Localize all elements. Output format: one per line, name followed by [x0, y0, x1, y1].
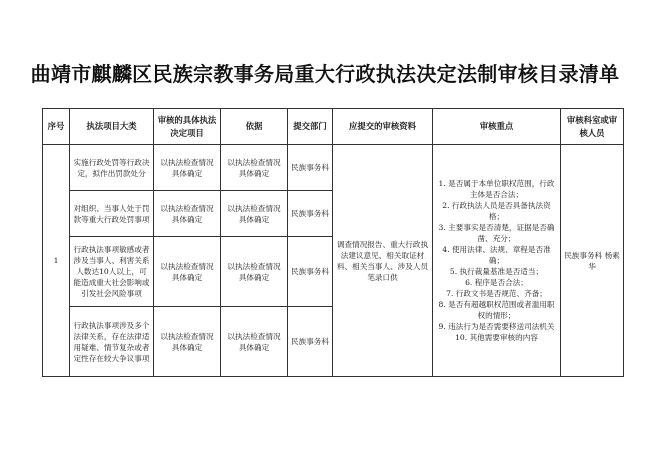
focus-cell	[433, 145, 561, 377]
materials-cell: 调查情况报告、重大行政执法建议意见、相关取证材料、相关当事人、涉及人员笔录口供	[333, 145, 433, 377]
table-row	[43, 145, 624, 191]
focus-item: 10. 其他需要审核的内容	[455, 333, 538, 342]
header-reviewer: 审核科室或审核人员	[561, 109, 624, 145]
focus-item: 9. 违法行为是否需要移送司法机关	[438, 322, 555, 331]
specific-cell: 以执法检查情况具体确定	[154, 237, 221, 307]
page-title: 曲靖市麒麟区民族宗教事务局重大行政执法决定法制审核目录清单	[30, 62, 620, 86]
basis-cell: 以执法检查情况具体确定	[221, 307, 288, 377]
header-focus: 审核重点	[433, 109, 561, 145]
reviewer-cell: 民族事务科 杨素华	[561, 145, 624, 377]
department-cell: 民族事务科	[288, 191, 333, 237]
category-cell: 行政执法事项涉及多个法律关系，存在法律适用疑难、情节复杂或者定性存在较大争议事项	[70, 307, 154, 377]
table-header-row	[43, 109, 624, 145]
header-seq: 序号	[43, 109, 70, 145]
basis-cell: 以执法检查情况具体确定	[221, 191, 288, 237]
header-specific: 审核的具体执法决定项目	[154, 109, 221, 145]
header-materials: 应提交的审核资料	[333, 109, 433, 145]
focus-item: 8. 是否有超越职权范围或者滥用职权的情形；	[438, 300, 555, 320]
focus-item: 7. 行政文书是否规范、齐备；	[446, 289, 547, 298]
basis-cell: 以执法检查情况具体确定	[221, 145, 288, 191]
specific-cell: 以执法检查情况具体确定	[154, 307, 221, 377]
review-catalog-table	[42, 108, 624, 377]
department-cell: 民族事务科	[288, 307, 333, 377]
header-category: 执法项目大类	[70, 109, 154, 145]
specific-cell: 以执法检查情况具体确定	[154, 145, 221, 191]
category-cell: 行政执法事项敏感或者涉及当事人、利害关系人数达10人以上，可能造成重大社会影响或引发社会风险事项	[70, 237, 154, 307]
department-cell: 民族事务科	[288, 237, 333, 307]
seq-cell: 1	[43, 145, 70, 377]
header-basis: 依据	[221, 109, 288, 145]
focus-item: 2. 行政执法人员是否具备执法资格；	[442, 201, 551, 221]
department-cell: 民族事务科	[288, 145, 333, 191]
specific-cell: 以执法检查情况具体确定	[154, 191, 221, 237]
category-cell: 实施行政处罚等行政决定，拟作出罚款处分	[70, 145, 154, 191]
basis-cell: 以执法检查情况具体确定	[221, 237, 288, 307]
focus-item: 6. 程序是否合法；	[465, 278, 528, 287]
focus-item: 5. 执行裁量基准是否适当；	[449, 267, 544, 276]
category-cell: 对组织、当事人处于罚款等重大行政处罚事项	[70, 191, 154, 237]
header-department: 提交部门	[288, 109, 333, 145]
focus-item: 3. 主要事实是否清楚，证据是否确凿、充分；	[438, 223, 555, 243]
focus-item: 4. 使用法律、法规、章程是否准确；	[442, 245, 551, 265]
focus-item: 1. 是否属于本单位职权范围，行政主体是否合法；	[438, 179, 555, 199]
